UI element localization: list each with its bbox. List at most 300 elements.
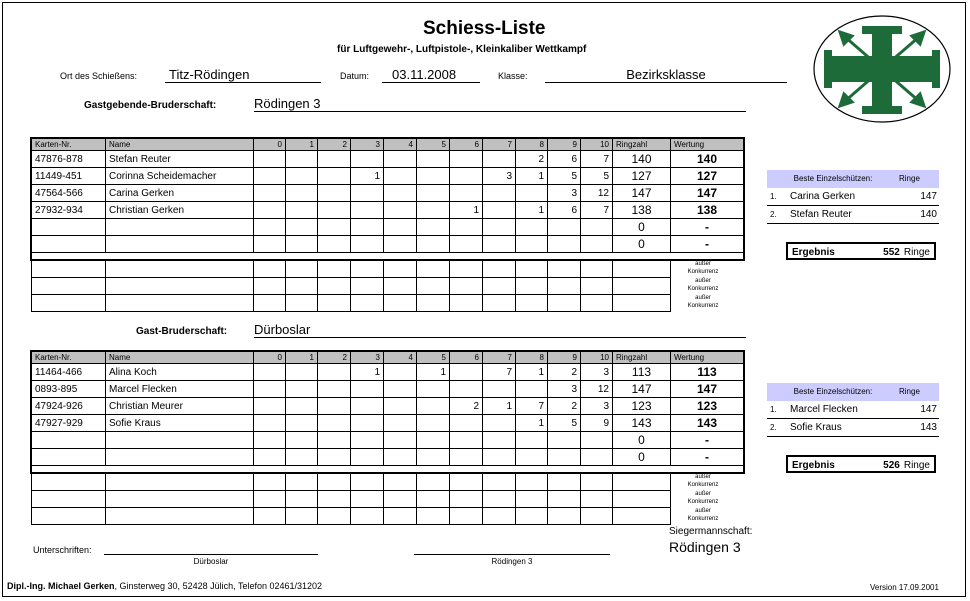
table-cell[interactable] [106, 491, 254, 508]
table-cell[interactable] [613, 295, 671, 312]
table-cell[interactable]: 143 [613, 415, 671, 432]
signature-line-left[interactable] [104, 542, 318, 555]
table-cell[interactable] [254, 508, 286, 525]
table-cell[interactable] [548, 236, 581, 253]
table-cell[interactable] [286, 278, 318, 295]
table-cell[interactable] [613, 491, 671, 508]
table-cell[interactable] [450, 278, 483, 295]
table-cell[interactable] [384, 508, 417, 525]
table-cell[interactable] [318, 474, 351, 491]
table-cell[interactable] [286, 236, 318, 253]
table-cell[interactable] [384, 219, 417, 236]
table-cell[interactable] [32, 278, 106, 295]
table-cell[interactable] [351, 474, 384, 491]
table-cell[interactable] [516, 432, 548, 449]
table-cell[interactable]: 1 [516, 202, 548, 219]
guest-team-field[interactable]: Dürboslar [254, 322, 746, 338]
table-cell[interactable]: 11449-451 [32, 168, 106, 185]
table-cell[interactable] [318, 415, 351, 432]
table-cell[interactable] [548, 449, 581, 466]
table-cell[interactable]: Stefan Reuter [106, 151, 254, 168]
table-cell[interactable] [483, 474, 516, 491]
table-cell[interactable] [483, 278, 516, 295]
table-cell[interactable] [384, 398, 417, 415]
table-cell[interactable] [581, 236, 613, 253]
table-cell[interactable] [106, 278, 254, 295]
table-cell[interactable] [384, 432, 417, 449]
table-cell[interactable] [286, 491, 318, 508]
table-cell[interactable]: 2 [548, 364, 581, 381]
table-cell[interactable]: Alina Koch [106, 364, 254, 381]
table-cell[interactable] [318, 381, 351, 398]
table-cell[interactable] [351, 449, 384, 466]
table-cell[interactable] [318, 278, 351, 295]
table-cell[interactable] [516, 278, 548, 295]
table-cell[interactable] [450, 491, 483, 508]
column-header: 9 [548, 139, 581, 151]
ausser-text: außer [695, 295, 711, 301]
table-cell[interactable] [516, 261, 548, 278]
table-cell[interactable] [450, 219, 483, 236]
table-cell[interactable]: 9 [581, 415, 613, 432]
table-cell[interactable]: Christian Gerken [106, 202, 254, 219]
table-cell[interactable] [286, 415, 318, 432]
home-result-unit: Ringe [903, 247, 930, 258]
table-cell[interactable] [318, 398, 351, 415]
home-team-field[interactable]: Rödingen 3 [254, 96, 746, 112]
table-cell[interactable]: 7 [483, 364, 516, 381]
table-cell[interactable] [384, 261, 417, 278]
table-cell[interactable]: 140 [671, 151, 744, 168]
table-cell[interactable] [548, 508, 581, 525]
table-cell[interactable] [581, 449, 613, 466]
table-cell[interactable] [483, 295, 516, 312]
table-cell[interactable] [516, 474, 548, 491]
table-cell[interactable] [286, 449, 318, 466]
table-cell[interactable]: 0 [613, 432, 671, 449]
table-cell[interactable] [516, 491, 548, 508]
table-cell[interactable]: 47927-929 [32, 415, 106, 432]
table-cell[interactable] [286, 432, 318, 449]
table-cell[interactable] [483, 236, 516, 253]
table-cell[interactable]: 113 [671, 364, 744, 381]
table-cell[interactable]: Carina Gerken [106, 185, 254, 202]
table-cell[interactable] [254, 491, 286, 508]
table-cell[interactable]: Corinna Scheidemacher [106, 168, 254, 185]
table-cell[interactable] [417, 491, 450, 508]
table-cell[interactable] [417, 202, 450, 219]
table-cell[interactable] [254, 202, 286, 219]
column-header: 7 [483, 352, 516, 364]
table-cell[interactable]: 2 [548, 398, 581, 415]
table-cell[interactable] [581, 474, 613, 491]
table-cell[interactable] [286, 295, 318, 312]
table-cell[interactable]: - [671, 236, 744, 253]
table-cell[interactable] [318, 236, 351, 253]
table-cell[interactable] [450, 381, 483, 398]
table-cell[interactable] [417, 261, 450, 278]
table-cell[interactable] [548, 295, 581, 312]
table-cell[interactable] [417, 185, 450, 202]
table-cell[interactable] [384, 202, 417, 219]
table-row [32, 415, 744, 432]
best-name: Sofie Kraus [790, 422, 842, 433]
table-cell[interactable] [32, 491, 106, 508]
table-cell[interactable]: 6 [548, 151, 581, 168]
table-cell[interactable] [318, 508, 351, 525]
table-cell[interactable] [581, 491, 613, 508]
table-cell[interactable] [581, 508, 613, 525]
table-cell[interactable] [417, 295, 450, 312]
table-cell[interactable]: 5 [548, 168, 581, 185]
table-cell[interactable]: 3 [548, 185, 581, 202]
table-cell[interactable] [516, 295, 548, 312]
table-cell[interactable] [351, 491, 384, 508]
table-cell[interactable]: Marcel Flecken [106, 381, 254, 398]
table-cell[interactable]: 113 [613, 364, 671, 381]
table-cell[interactable] [384, 491, 417, 508]
table-cell[interactable] [483, 185, 516, 202]
table-cell[interactable]: 47924-926 [32, 398, 106, 415]
table-cell[interactable]: 143 [671, 415, 744, 432]
table-cell[interactable] [351, 185, 384, 202]
table-cell[interactable] [548, 278, 581, 295]
table-cell[interactable] [351, 398, 384, 415]
table-cell[interactable] [548, 219, 581, 236]
table-cell[interactable]: 7 [516, 398, 548, 415]
table-cell[interactable] [351, 278, 384, 295]
home-result-label: Ergebnis [792, 247, 835, 258]
table-cell[interactable]: - [671, 449, 744, 466]
table-cell[interactable] [417, 381, 450, 398]
table-cell[interactable] [32, 508, 106, 525]
table-cell[interactable]: 1 [516, 364, 548, 381]
table-cell[interactable] [254, 474, 286, 491]
table-cell[interactable]: 1 [351, 364, 384, 381]
table-cell[interactable] [417, 449, 450, 466]
table-cell[interactable]: 7 [581, 151, 613, 168]
table-cell[interactable]: 5 [548, 415, 581, 432]
column-header: 9 [548, 352, 581, 364]
table-cell[interactable] [254, 449, 286, 466]
best-points: 147 [920, 191, 937, 202]
table-cell[interactable] [417, 236, 450, 253]
table-cell[interactable] [318, 449, 351, 466]
table-cell[interactable] [548, 432, 581, 449]
table-cell[interactable] [318, 364, 351, 381]
table-cell[interactable] [286, 185, 318, 202]
table-cell[interactable]: 1 [417, 364, 450, 381]
table-cell[interactable]: 123 [613, 398, 671, 415]
table-cell[interactable]: 1 [516, 168, 548, 185]
column-header: 2 [318, 139, 351, 151]
table-cell[interactable] [351, 432, 384, 449]
table-cell[interactable]: 1 [450, 202, 483, 219]
table-cell[interactable]: 3 [483, 168, 516, 185]
table-cell[interactable] [32, 236, 106, 253]
table-cell[interactable] [450, 236, 483, 253]
table-cell[interactable] [318, 261, 351, 278]
guest-result-value: 526 [883, 460, 900, 471]
signature-line-right[interactable] [414, 542, 610, 555]
table-cell[interactable] [417, 151, 450, 168]
table-cell[interactable] [32, 295, 106, 312]
table-cell[interactable] [384, 449, 417, 466]
table-cell[interactable] [516, 185, 548, 202]
table-cell[interactable] [254, 381, 286, 398]
rank-number: 2. [770, 210, 777, 219]
table-cell[interactable] [351, 202, 384, 219]
table-cell[interactable] [450, 432, 483, 449]
table-cell[interactable] [516, 236, 548, 253]
table-cell[interactable] [581, 261, 613, 278]
table-cell[interactable] [106, 432, 254, 449]
table-cell[interactable] [384, 168, 417, 185]
table-cell[interactable]: 127 [671, 168, 744, 185]
table-cell[interactable] [450, 261, 483, 278]
table-cell[interactable]: 138 [671, 202, 744, 219]
table-cell[interactable] [351, 381, 384, 398]
table-row [32, 449, 744, 466]
table-cell[interactable] [450, 474, 483, 491]
table-cell[interactable] [318, 295, 351, 312]
home-best-shooters [767, 170, 939, 224]
table-cell[interactable] [351, 508, 384, 525]
table-cell[interactable]: 138 [613, 202, 671, 219]
table-cell[interactable] [254, 261, 286, 278]
table-cell[interactable] [450, 151, 483, 168]
table-cell[interactable]: 0 [613, 449, 671, 466]
table-cell[interactable] [516, 449, 548, 466]
table-cell[interactable] [318, 185, 351, 202]
table-cell[interactable] [32, 219, 106, 236]
table-cell[interactable] [548, 474, 581, 491]
table-cell[interactable] [254, 151, 286, 168]
table-cell[interactable] [318, 151, 351, 168]
table-cell[interactable] [384, 295, 417, 312]
table-cell[interactable] [417, 432, 450, 449]
table-cell[interactable] [450, 364, 483, 381]
table-cell[interactable]: 123 [671, 398, 744, 415]
table-cell[interactable] [516, 381, 548, 398]
table-cell[interactable] [417, 508, 450, 525]
table-cell[interactable] [417, 474, 450, 491]
table-cell[interactable] [286, 168, 318, 185]
guest-best-title: Beste Einzelschützen: [793, 387, 873, 396]
table-cell[interactable]: 27932-934 [32, 202, 106, 219]
table-cell[interactable] [318, 202, 351, 219]
column-header: Ringzahl [613, 139, 671, 151]
table-cell[interactable] [286, 219, 318, 236]
table-cell[interactable] [417, 415, 450, 432]
table-cell[interactable]: - [671, 219, 744, 236]
konkurrenz-text: Konkurrenz [687, 303, 719, 309]
table-cell[interactable] [254, 236, 286, 253]
table-cell[interactable] [483, 491, 516, 508]
table-cell[interactable] [286, 398, 318, 415]
table-cell[interactable]: 127 [613, 168, 671, 185]
table-cell[interactable] [32, 449, 106, 466]
table-cell[interactable]: Sofie Kraus [106, 415, 254, 432]
table-cell[interactable]: 3 [581, 364, 613, 381]
table-cell[interactable] [613, 474, 671, 491]
table-cell[interactable] [318, 491, 351, 508]
table-cell[interactable]: 1 [483, 398, 516, 415]
table-cell[interactable]: 12 [581, 185, 613, 202]
table-cell[interactable]: 147 [671, 381, 744, 398]
table-cell[interactable] [483, 261, 516, 278]
table-cell[interactable] [286, 381, 318, 398]
table-cell[interactable] [351, 295, 384, 312]
table-cell[interactable] [32, 474, 106, 491]
table-cell[interactable]: 147 [671, 185, 744, 202]
table-cell[interactable]: 3 [548, 381, 581, 398]
table-cell[interactable]: Christian Meurer [106, 398, 254, 415]
ausser-text: außer [695, 261, 711, 267]
table-row [32, 491, 671, 508]
table-cell[interactable] [254, 219, 286, 236]
table-cell[interactable]: 6 [548, 202, 581, 219]
table-cell[interactable] [286, 364, 318, 381]
column-header: 1 [286, 352, 318, 364]
table-row [32, 398, 744, 415]
table-cell[interactable] [286, 474, 318, 491]
table-cell[interactable] [318, 432, 351, 449]
table-cell[interactable] [450, 415, 483, 432]
table-cell[interactable] [384, 381, 417, 398]
table-cell[interactable] [483, 151, 516, 168]
table-cell[interactable] [254, 364, 286, 381]
table-cell[interactable] [106, 508, 254, 525]
table-cell[interactable] [351, 219, 384, 236]
table-cell[interactable] [417, 219, 450, 236]
table-cell[interactable] [417, 168, 450, 185]
table-cell[interactable]: 47876-878 [32, 151, 106, 168]
table-cell[interactable] [384, 236, 417, 253]
table-cell[interactable] [483, 219, 516, 236]
table-cell[interactable]: - [671, 432, 744, 449]
table-cell[interactable] [581, 295, 613, 312]
table-cell[interactable]: 0 [613, 236, 671, 253]
table-cell[interactable] [613, 508, 671, 525]
table-cell[interactable]: 2 [450, 398, 483, 415]
table-cell[interactable] [483, 449, 516, 466]
ausser-text: außer [695, 474, 711, 480]
table-cell[interactable] [286, 151, 318, 168]
column-header: 6 [450, 139, 483, 151]
table-cell[interactable] [286, 261, 318, 278]
table-cell[interactable]: 12 [581, 381, 613, 398]
table-cell[interactable]: 2 [516, 151, 548, 168]
table-cell[interactable] [483, 415, 516, 432]
table-cell[interactable] [351, 236, 384, 253]
table-cell[interactable] [254, 415, 286, 432]
table-cell[interactable] [417, 278, 450, 295]
datum-field[interactable]: 03.11.2008 [382, 67, 480, 83]
table-cell[interactable] [106, 219, 254, 236]
ort-field[interactable]: Titz-Rödingen [165, 67, 321, 83]
table-cell[interactable] [384, 364, 417, 381]
table-cell[interactable] [417, 398, 450, 415]
table-cell[interactable] [450, 449, 483, 466]
table-cell[interactable] [581, 432, 613, 449]
table-cell[interactable] [450, 168, 483, 185]
table-cell[interactable] [384, 185, 417, 202]
table-cell[interactable]: 0893-895 [32, 381, 106, 398]
table-cell[interactable] [483, 432, 516, 449]
table-cell[interactable] [384, 151, 417, 168]
table-cell[interactable] [254, 168, 286, 185]
table-cell[interactable] [450, 295, 483, 312]
table-cell[interactable]: 0 [613, 219, 671, 236]
table-cell[interactable] [483, 508, 516, 525]
table-cell[interactable] [548, 491, 581, 508]
ausser-text: außer [695, 508, 711, 514]
table-cell[interactable] [384, 474, 417, 491]
table-cell[interactable] [548, 261, 581, 278]
table-cell[interactable] [483, 381, 516, 398]
table-cell[interactable]: 140 [613, 151, 671, 168]
table-cell[interactable]: 1 [516, 415, 548, 432]
table-cell[interactable] [581, 219, 613, 236]
table-cell[interactable] [351, 415, 384, 432]
table-cell[interactable] [318, 168, 351, 185]
table-cell[interactable] [450, 508, 483, 525]
konkurrenz-text: Konkurrenz [687, 269, 719, 275]
table-cell[interactable] [384, 278, 417, 295]
table-cell[interactable]: 1 [351, 168, 384, 185]
table-cell[interactable] [254, 398, 286, 415]
footer-author-name: Dipl.-Ing. Michael Gerken [7, 581, 115, 591]
table-cell[interactable] [581, 278, 613, 295]
table-cell[interactable] [516, 508, 548, 525]
table-cell[interactable] [32, 432, 106, 449]
list-item [767, 419, 939, 437]
table-cell[interactable] [106, 261, 254, 278]
table-cell[interactable] [32, 261, 106, 278]
table-cell[interactable] [254, 295, 286, 312]
table-cell[interactable] [483, 202, 516, 219]
table-cell[interactable]: 7 [581, 202, 613, 219]
table-cell[interactable]: 147 [613, 381, 671, 398]
table-cell[interactable] [254, 432, 286, 449]
table-cell[interactable] [613, 261, 671, 278]
table-cell[interactable] [450, 185, 483, 202]
klasse-field[interactable]: Bezirksklasse [545, 67, 787, 83]
table-cell[interactable]: 3 [581, 398, 613, 415]
table-cell[interactable] [384, 415, 417, 432]
table-cell[interactable] [318, 219, 351, 236]
table-cell[interactable]: 147 [613, 185, 671, 202]
table-cell[interactable]: 47564-566 [32, 185, 106, 202]
table-cell[interactable] [254, 185, 286, 202]
table-cell[interactable] [106, 295, 254, 312]
table-cell[interactable] [106, 236, 254, 253]
table-cell[interactable] [351, 151, 384, 168]
table-cell[interactable] [286, 508, 318, 525]
table-cell[interactable] [516, 219, 548, 236]
table-cell[interactable] [106, 474, 254, 491]
signature-caption-left: Dürboslar [193, 557, 229, 566]
table-cell[interactable]: 5 [581, 168, 613, 185]
table-cell[interactable]: 11464-466 [32, 364, 106, 381]
table-cell[interactable] [613, 278, 671, 295]
table-cell[interactable] [286, 202, 318, 219]
table-cell[interactable] [106, 449, 254, 466]
table-cell[interactable] [351, 261, 384, 278]
table-cell[interactable] [254, 278, 286, 295]
ausser-text: außer [695, 278, 711, 284]
